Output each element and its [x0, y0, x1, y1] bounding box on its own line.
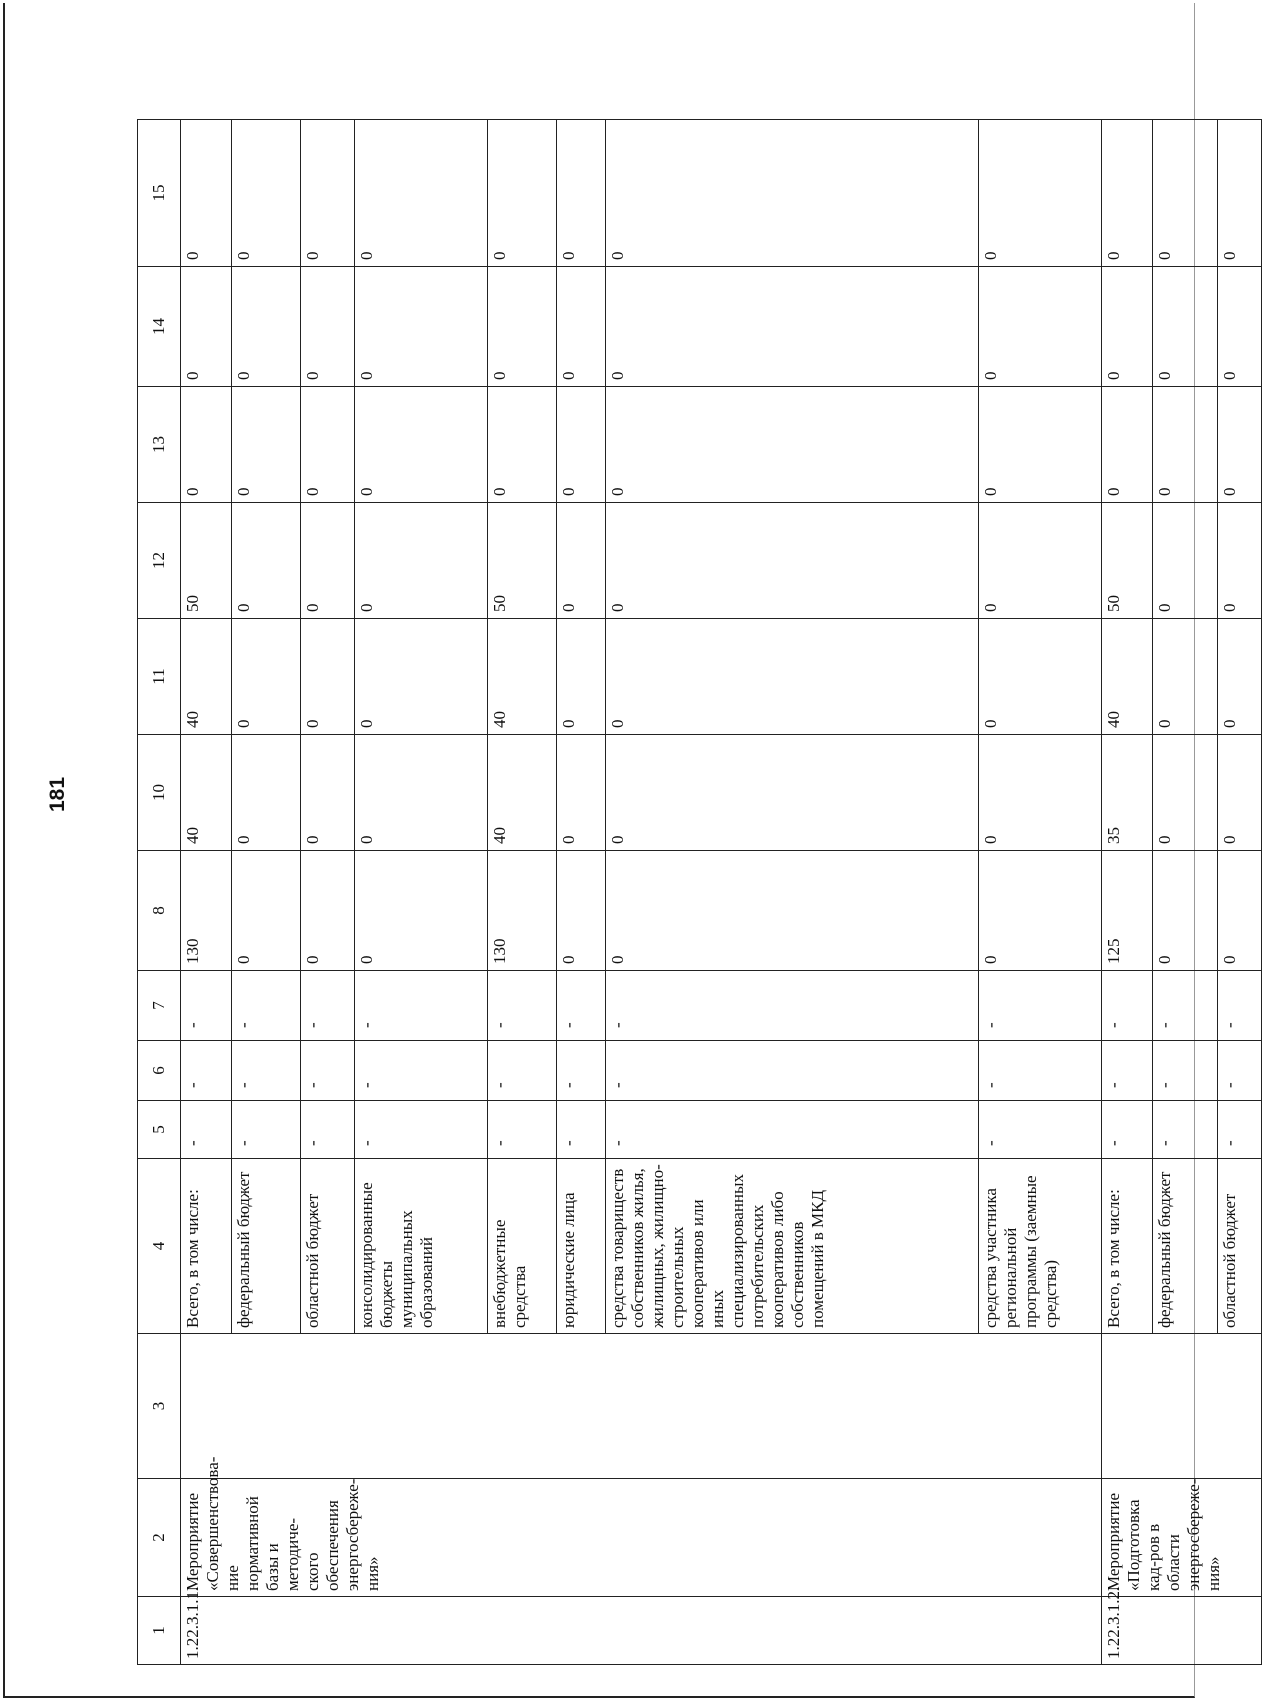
cell-c15: 0 — [556, 120, 605, 267]
measure-col3 — [1101, 1334, 1261, 1479]
header-cell: 2 — [138, 1479, 181, 1597]
cell-c5: - — [354, 1101, 487, 1159]
funding-source: внебюджетные средства — [487, 1159, 556, 1334]
cell-c10: 0 — [1217, 735, 1261, 851]
header-cell: 13 — [138, 387, 181, 503]
cell-c14: 0 — [1217, 267, 1261, 387]
cell-c7: - — [978, 971, 1101, 1041]
funding-source: юридические лица — [556, 1159, 605, 1334]
cell-c14: 0 — [487, 267, 556, 387]
cell-c12: 0 — [1217, 503, 1261, 619]
table-row — [181, 120, 232, 1665]
cell-c14: 0 — [556, 267, 605, 387]
cell-c7: - — [232, 971, 301, 1041]
cell-c7: - — [301, 971, 355, 1041]
cell-c13: 0 — [487, 387, 556, 503]
cell-c10: 40 — [487, 735, 556, 851]
cell-c12: 50 — [1101, 503, 1153, 619]
funding-source: Всего, в том числе: — [181, 1159, 232, 1334]
cell-c13: 0 — [556, 387, 605, 503]
cell-c12: 0 — [605, 503, 978, 619]
cell-c11: 40 — [1101, 619, 1153, 735]
cell-c13: 0 — [354, 387, 487, 503]
cell-c6: - — [1101, 1041, 1153, 1101]
cell-c10: 0 — [301, 735, 355, 851]
cell-c11: 0 — [556, 619, 605, 735]
cell-c12: 50 — [487, 503, 556, 619]
header-cell: 5 — [138, 1101, 181, 1159]
cell-c13: 0 — [181, 387, 232, 503]
cell-c8: 0 — [556, 851, 605, 971]
cell-c11: 0 — [354, 619, 487, 735]
cell-c14: 0 — [354, 267, 487, 387]
cell-c13: 0 — [1153, 387, 1218, 503]
header-cell: 10 — [138, 735, 181, 851]
header-cell: 14 — [138, 267, 181, 387]
cell-c11: 0 — [978, 619, 1101, 735]
cell-c5: - — [605, 1101, 978, 1159]
cell-c7: - — [487, 971, 556, 1041]
cell-c10: 0 — [556, 735, 605, 851]
cell-c8: 0 — [978, 851, 1101, 971]
cell-c13: 0 — [1217, 387, 1261, 503]
cell-c5: - — [301, 1101, 355, 1159]
measure-col3 — [181, 1334, 1102, 1479]
header-row — [138, 120, 181, 1665]
header-cell: 3 — [138, 1334, 181, 1479]
cell-c8: 130 — [181, 851, 232, 971]
budget-table — [137, 119, 1262, 1665]
cell-c15: 0 — [605, 120, 978, 267]
cell-c5: - — [487, 1101, 556, 1159]
cell-c12: 50 — [181, 503, 232, 619]
funding-source: консолидированные бюджеты муниципальных образований — [354, 1159, 487, 1334]
cell-c8: 130 — [487, 851, 556, 971]
cell-c12: 0 — [301, 503, 355, 619]
page-number: 181 — [46, 776, 69, 812]
cell-c8: 0 — [1217, 851, 1261, 971]
header-cell: 1 — [138, 1597, 181, 1665]
funding-source: федеральный бюджет — [1153, 1159, 1218, 1334]
cell-c13: 0 — [1101, 387, 1153, 503]
cell-c11: 0 — [1153, 619, 1218, 735]
funding-source: средства участника региональной программы (заемные средства) — [978, 1159, 1101, 1334]
cell-c6: - — [556, 1041, 605, 1101]
cell-c15: 0 — [181, 120, 232, 267]
measure-name: Мероприятие «Подготовка кад-ров в области энергосбереже-ния» — [1101, 1479, 1261, 1597]
cell-c7: - — [1153, 971, 1218, 1041]
measure-code: 1.22.3.1.1. — [181, 1597, 1102, 1665]
header-cell: 4 — [138, 1159, 181, 1334]
cell-c11: 0 — [301, 619, 355, 735]
cell-c7: - — [354, 971, 487, 1041]
cell-c14: 0 — [301, 267, 355, 387]
cell-c14: 0 — [605, 267, 978, 387]
cell-c12: 0 — [556, 503, 605, 619]
cell-c14: 0 — [1101, 267, 1153, 387]
cell-c5: - — [1217, 1101, 1261, 1159]
cell-c12: 0 — [1153, 503, 1218, 619]
cell-c11: 0 — [232, 619, 301, 735]
cell-c7: - — [556, 971, 605, 1041]
cell-c15: 0 — [232, 120, 301, 267]
cell-c11: 0 — [1217, 619, 1261, 735]
measure-name: Мероприятие «Совершенствова-ние нормативной базы и методиче-ского обеспечения энергосбереже-ния» — [181, 1479, 1102, 1597]
cell-c5: - — [1101, 1101, 1153, 1159]
cell-c6: - — [181, 1041, 232, 1101]
cell-c14: 0 — [181, 267, 232, 387]
cell-c7: - — [605, 971, 978, 1041]
cell-c10: 0 — [978, 735, 1101, 851]
cell-c12: 0 — [978, 503, 1101, 619]
cell-c8: 0 — [232, 851, 301, 971]
cell-c15: 0 — [354, 120, 487, 267]
rotated-table-container — [137, 120, 1262, 1665]
cell-c12: 0 — [354, 503, 487, 619]
funding-source: средства товариществ собственников жилья, жилищных, жилищно-строительных кооперативов или иных специализированных потребительских кооперативов либо собственников помещений в МКД — [605, 1159, 978, 1334]
cell-c5: - — [181, 1101, 232, 1159]
funding-source: Всего, в том числе: — [1101, 1159, 1153, 1334]
cell-c15: 0 — [301, 120, 355, 267]
cell-c14: 0 — [1153, 267, 1218, 387]
funding-source: областной бюджет — [301, 1159, 355, 1334]
cell-c15: 0 — [1153, 120, 1218, 267]
cell-c6: - — [1217, 1041, 1261, 1101]
cell-c11: 0 — [605, 619, 978, 735]
cell-c5: - — [1153, 1101, 1218, 1159]
cell-c15: 0 — [978, 120, 1101, 267]
cell-c11: 40 — [487, 619, 556, 735]
cell-c15: 0 — [1217, 120, 1261, 267]
cell-c6: - — [605, 1041, 978, 1101]
cell-c6: - — [354, 1041, 487, 1101]
cell-c12: 0 — [232, 503, 301, 619]
header-cell: 11 — [138, 619, 181, 735]
header-cell: 6 — [138, 1041, 181, 1101]
measure-code: 1.22.3.1.2. — [1101, 1597, 1261, 1665]
cell-c8: 0 — [1153, 851, 1218, 971]
cell-c5: - — [978, 1101, 1101, 1159]
cell-c11: 40 — [181, 619, 232, 735]
header-cell: 15 — [138, 120, 181, 267]
cell-c6: - — [1153, 1041, 1218, 1101]
cell-c15: 0 — [487, 120, 556, 267]
cell-c8: 125 — [1101, 851, 1153, 971]
cell-c8: 0 — [354, 851, 487, 971]
cell-c13: 0 — [605, 387, 978, 503]
cell-c6: - — [978, 1041, 1101, 1101]
header-cell: 7 — [138, 971, 181, 1041]
cell-c7: - — [181, 971, 232, 1041]
cell-c13: 0 — [978, 387, 1101, 503]
funding-source: областной бюджет — [1217, 1159, 1261, 1334]
cell-c15: 0 — [1101, 120, 1153, 267]
cell-c6: - — [301, 1041, 355, 1101]
cell-c14: 0 — [232, 267, 301, 387]
cell-c10: 40 — [181, 735, 232, 851]
cell-c5: - — [232, 1101, 301, 1159]
cell-c8: 0 — [605, 851, 978, 971]
cell-c7: - — [1101, 971, 1153, 1041]
cell-c10: 0 — [605, 735, 978, 851]
cell-c8: 0 — [301, 851, 355, 971]
cell-c6: - — [232, 1041, 301, 1101]
table-row — [1101, 120, 1153, 1665]
cell-c13: 0 — [301, 387, 355, 503]
cell-c10: 0 — [232, 735, 301, 851]
cell-c10: 0 — [354, 735, 487, 851]
cell-c7: - — [1217, 971, 1261, 1041]
cell-c10: 35 — [1101, 735, 1153, 851]
cell-c10: 0 — [1153, 735, 1218, 851]
funding-source: федеральный бюджет — [232, 1159, 301, 1334]
header-cell: 12 — [138, 503, 181, 619]
header-cell: 8 — [138, 851, 181, 971]
cell-c14: 0 — [978, 267, 1101, 387]
cell-c5: - — [556, 1101, 605, 1159]
cell-c13: 0 — [232, 387, 301, 503]
cell-c6: - — [487, 1041, 556, 1101]
